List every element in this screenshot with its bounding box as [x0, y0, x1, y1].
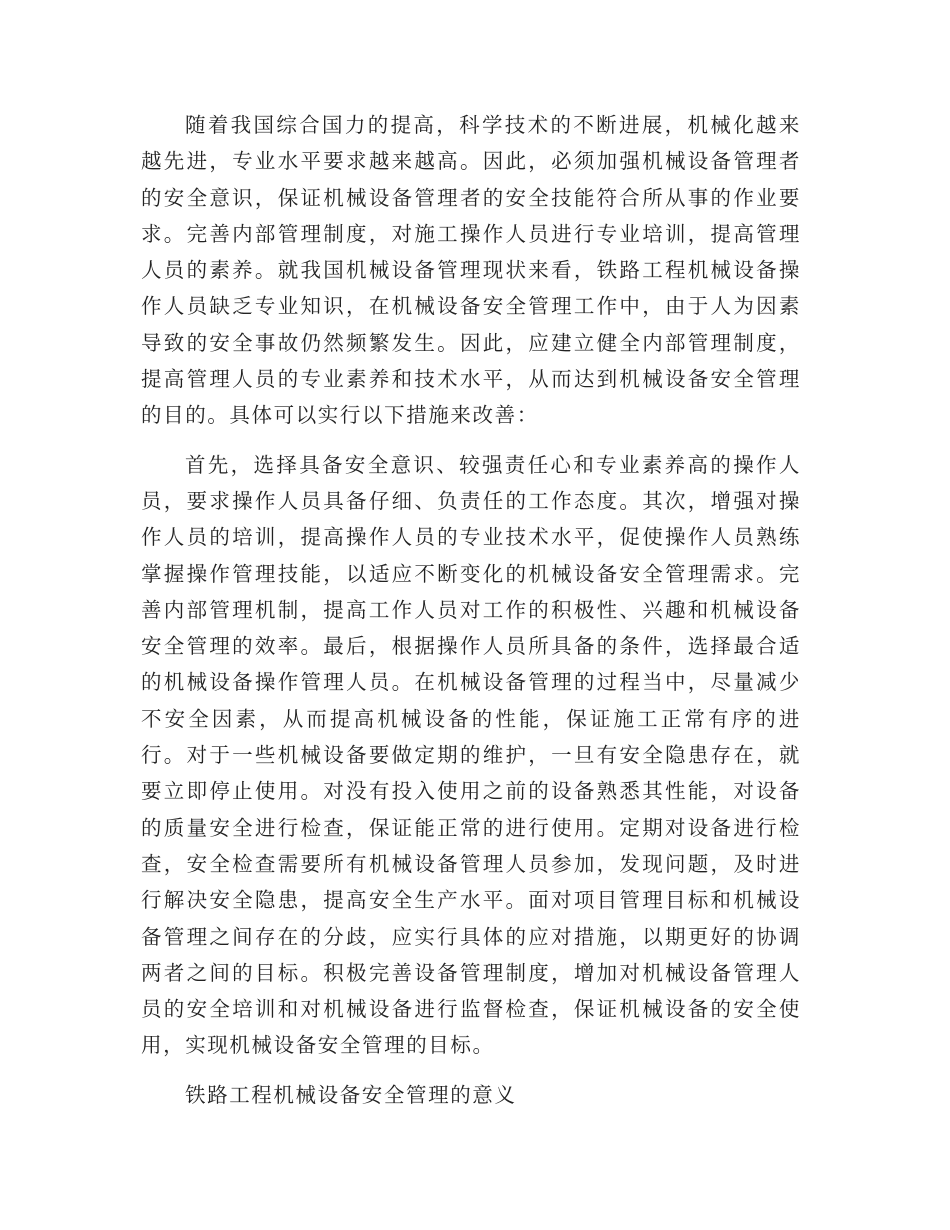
paragraph-measures: 首先，选择具备安全意识、较强责任心和专业素养高的操作人员，要求操作人员具备仔细、负责任的工作态度。其次，增强对操作人员的培训，提高操作人员的专业技术水平，促使操作人员熟练掌握操作管理技能，以适应不断变化的机械设备安全管理需求。完善内部管理机制，提高工作人员对工作的积极性、兴趣和机械设备安全管理的效率。最后，根据操作人员所具备的条件，选择最合适的机械设备操作管理人员。在机械设备管理的过程当中，尽量减少不安全因素，从而提高机械设备的性能，保证施工正常有序的进行。对于一些机械设备要做定期的维护，一旦有安全隐患存在，就要立即停止使用。对没有投入使用之前的设备熟悉其性能，对设备的质量安全进行检查，保证能正常的进行使用。定期对设备进行检查，安全检查需要所有机械设备管理人员参加，发现问题，及时进行解决安全隐患，提高安全生产水平。面对项目管理目标和机械设备管理之间存在的分歧，应实行具体的应对措施，以期更好的协调两者之间的目标。积极完善设备管理制度，增加对机械设备管理人员的安全培训和对机械设备进行监督检查，保证机械设备的安全使用，实现机械设备安全管理的目标。	[141, 452, 801, 1058]
paragraph-intro: 随着我国综合国力的提高，科学技术的不断进展，机械化越来越先进，专业水平要求越来越高。因此，必须加强机械设备管理者的安全意识，保证机械设备管理者的安全技能符合所从事的作业要求。完善内部管理制度，对施工操作人员进行专业培训，提高管理人员的素养。就我国机械设备管理现状来看，铁路工程机械设备操作人员缺乏专业知识，在机械设备安全管理工作中，由于人为因素导致的安全事故仍然频繁发生。因此，应建立健全内部管理制度，提高管理人员的专业素养和技术水平，从而达到机械设备安全管理的目的。具体可以实行以下措施来改善：	[141, 113, 801, 428]
document-body	[141, 107, 801, 1113]
section-heading: 铁路工程机械设备安全管理的意义	[185, 1082, 517, 1107]
